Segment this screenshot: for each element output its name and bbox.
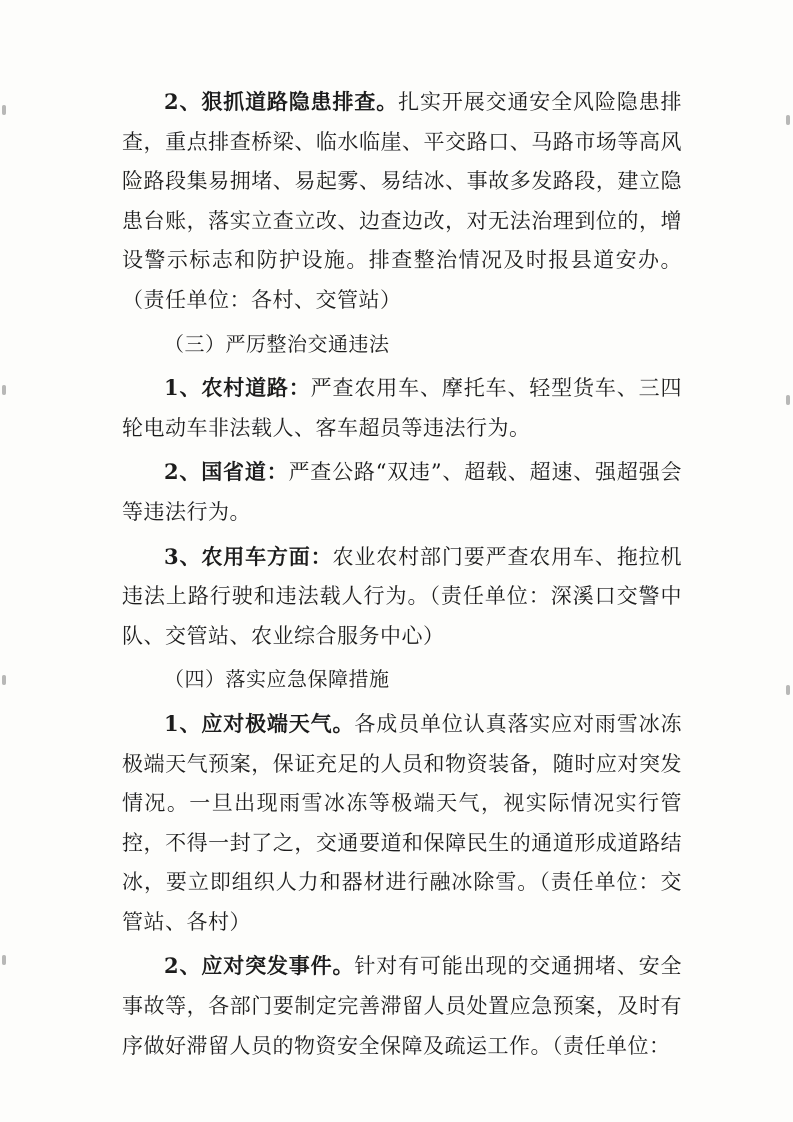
item-label: 1、应对极端天气。 — [164, 710, 355, 736]
item-road-hazard-inspection — [122, 82, 682, 321]
binding-hole-mark — [2, 105, 6, 115]
binding-hole-mark — [2, 675, 6, 685]
section-heading-traffic-violations: （三）严厉整治交通违法 — [164, 331, 390, 356]
item-label: 2、国省道： — [164, 459, 289, 485]
item-text: 各成员单位认真落实应对雨雪冰冻极端天气预案，保证充足的人员和物资装备，随时应对突发情况。一旦出现雨雪冰冻等极端天气，视实际情况实行管控，不得一封了之，交通要道和保障民生的通道形成道路结冰，要立即组织人力和器材进行融冰除雪。（责任单位：交管站、各村） — [122, 711, 682, 934]
binding-hole-mark — [2, 955, 6, 965]
item-agricultural-vehicles — [122, 537, 682, 657]
document-body — [122, 82, 682, 1070]
item-label: 1、农村道路： — [164, 375, 311, 401]
item-text: 针对有可能出现的交通拥堵、安全事故等，各部门要制定完善滞留人员处置应急预案，及时有序做好滞留人员的物资安全保障及疏运工作。（责任单位： — [122, 954, 682, 1058]
item-rural-roads — [122, 368, 682, 448]
item-label: 3、农用车方面： — [164, 543, 333, 569]
item-text: 扎实开展交通安全风险隐患排查，重点排查桥梁、临水临崖、平交路口、马路市场等高风险路段集易拥堵、易起雾、易结冰、事故多发路段，建立隐患台账，落实立查立改、边查边改，对无法治理到位的，增设警示标志和防护设施。排查整治情况及时报县道安办。（责任单位：各村、交管站） — [122, 90, 682, 312]
binding-hole-mark — [786, 115, 790, 125]
item-label: 2、应对突发事件。 — [164, 953, 355, 979]
item-text: 农业农村部门要严查农用车、拖拉机违法上路行驶和违法载人行为。（责任单位：深溪口交警中队、交管站、农业综合服务中心） — [122, 544, 682, 648]
item-text: 严查公路“双违”、超载、超速、强超强会等违法行为。 — [122, 460, 682, 524]
binding-hole-mark — [786, 685, 790, 695]
item-national-provincial-roads — [122, 452, 682, 532]
item-emergencies — [122, 946, 682, 1066]
section-heading-emergency-measures: （四）落实应急保障措施 — [164, 667, 390, 692]
binding-hole-mark — [2, 385, 6, 395]
item-extreme-weather — [122, 704, 682, 943]
item-label: 2、狠抓道路隐患排查。 — [164, 89, 399, 114]
binding-hole-mark — [786, 395, 790, 405]
item-text: 严查农用车、摩托车、轻型货车、三四轮电动车非法载人、客车超员等违法行为。 — [122, 376, 682, 440]
